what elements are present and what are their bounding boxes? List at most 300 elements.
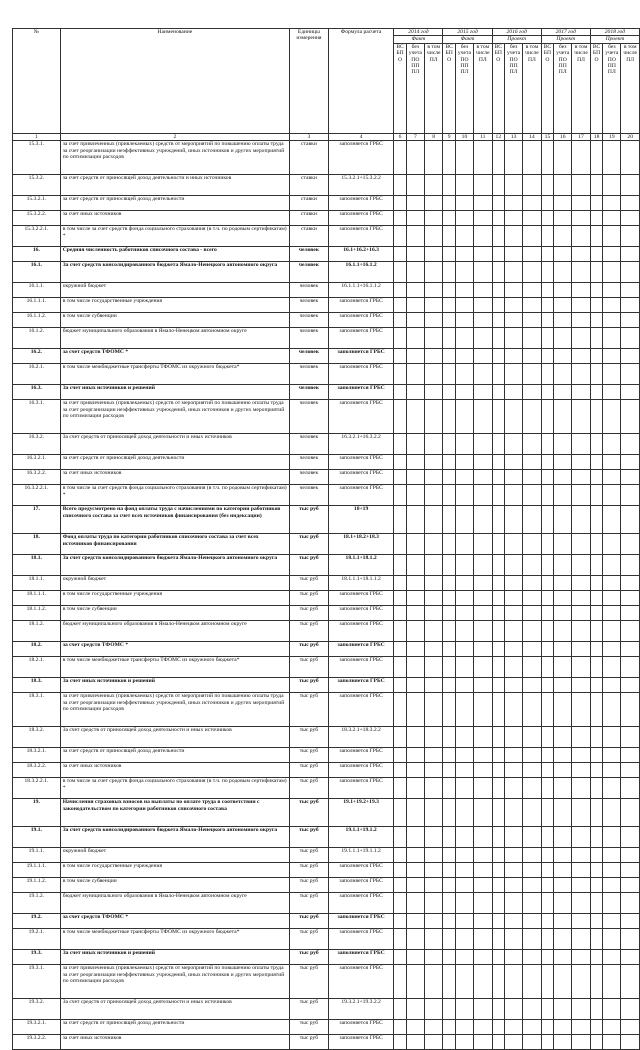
empty-value-cell [590,965,602,999]
empty-value-cell [523,470,542,485]
empty-value-cell [424,863,443,878]
empty-value-cell [443,929,455,950]
row-name: за счет средств от приносящей доход деятельности [60,1020,289,1035]
empty-value-cell [523,799,542,827]
empty-value-cell [424,283,443,298]
empty-value-cell [505,965,523,999]
row-formula: 19.1+19.2+19.3 [328,799,393,827]
row-name: за счет средств от приносящей доход деятельности [60,196,289,211]
empty-value-cell [406,863,424,878]
empty-value-cell [505,657,523,678]
table-row [13,827,640,848]
empty-value-cell [424,748,443,763]
row-unit: тыс руб [289,621,328,642]
empty-value-cell [492,349,504,364]
row-formula: заполняется ГРБС [328,863,393,878]
empty-value-cell [406,175,424,196]
empty-value-cell [394,196,406,211]
row-name: За счет средств консолидированного бюджета Ямало-Ненецкого автономного округа [60,827,289,848]
group-header-2017: Проект [541,36,590,43]
empty-value-cell [492,606,504,621]
row-number: 16.3.1. [13,400,61,434]
empty-value-cell [590,555,602,576]
empty-value-cell [572,455,591,470]
empty-value-cell [523,506,542,534]
table-row [13,1035,640,1050]
empty-value-cell [541,262,553,283]
empty-value-cell [621,727,640,748]
empty-value-cell [603,621,621,642]
empty-value-cell [554,328,572,349]
empty-value-cell [424,642,443,657]
empty-value-cell [541,385,553,400]
row-number: 19.1.2. [13,893,61,914]
empty-value-cell [455,827,473,848]
empty-value-cell [424,349,443,364]
row-unit: тыс руб [289,1035,328,1050]
row-formula: заполняется ГРБС [328,349,393,364]
row-unit: тыс руб [289,506,328,534]
empty-value-cell [455,591,473,606]
row-name: в том числе межбюджетные трансферты ТФОМС из окружного бюджета* [60,364,289,385]
empty-value-cell [443,950,455,965]
empty-value-cell [455,1020,473,1035]
empty-value-cell [394,827,406,848]
empty-value-cell [492,576,504,591]
empty-value-cell [424,778,443,799]
empty-value-cell [424,506,443,534]
empty-value-cell [406,914,424,929]
row-unit: человек [289,262,328,283]
row-name: в том числе государственные учреждения [60,863,289,878]
empty-value-cell [505,621,523,642]
empty-value-cell [590,576,602,591]
empty-value-cell [621,349,640,364]
table-row [13,211,640,226]
row-unit: человек [289,485,328,506]
empty-value-cell [523,328,542,349]
row-number: 19.3.1. [13,965,61,999]
empty-value-cell [554,506,572,534]
empty-value-cell [492,313,504,328]
empty-value-cell [554,591,572,606]
row-unit: тыс руб [289,929,328,950]
empty-value-cell [443,748,455,763]
empty-value-cell [541,576,553,591]
empty-value-cell [443,621,455,642]
row-unit: тыс руб [289,534,328,555]
table-row [13,848,640,863]
empty-value-cell [443,313,455,328]
empty-value-cell [424,591,443,606]
empty-value-cell [443,455,455,470]
empty-value-cell [590,914,602,929]
row-number: 19.3.2.1. [13,1020,61,1035]
column-number: 2 [60,133,289,140]
empty-value-cell [424,400,443,434]
empty-value-cell [505,485,523,506]
empty-value-cell [394,470,406,485]
table-row [13,175,640,196]
empty-value-cell [406,999,424,1020]
row-name: За счет иных источников и решений [60,385,289,400]
empty-value-cell [406,606,424,621]
empty-value-cell [492,298,504,313]
empty-value-cell [541,914,553,929]
row-name: в том числе субвенции [60,878,289,893]
empty-value-cell [492,748,504,763]
empty-value-cell [590,606,602,621]
empty-value-cell [572,211,591,226]
empty-value-cell [424,893,443,914]
empty-value-cell [424,727,443,748]
empty-value-cell [443,727,455,748]
empty-value-cell [590,196,602,211]
empty-value-cell [474,727,493,748]
empty-value-cell [621,283,640,298]
row-formula: заполняется ГРБС [328,878,393,893]
empty-value-cell [455,283,473,298]
empty-value-cell [505,211,523,226]
empty-value-cell [474,827,493,848]
empty-value-cell [474,950,493,965]
empty-value-cell [554,555,572,576]
empty-value-cell [590,657,602,678]
empty-value-cell [603,1035,621,1050]
row-name: бюджет муниципального образования в Ямало-Ненецком автономном округе [60,621,289,642]
empty-value-cell [406,485,424,506]
empty-value-cell [603,247,621,262]
empty-value-cell [505,893,523,914]
empty-value-cell [455,657,473,678]
empty-value-cell [541,863,553,878]
empty-value-cell [541,778,553,799]
empty-value-cell [541,693,553,727]
empty-value-cell [572,591,591,606]
empty-value-cell [523,950,542,965]
empty-value-cell [443,175,455,196]
empty-value-cell [621,576,640,591]
empty-value-cell [394,914,406,929]
empty-value-cell [394,364,406,385]
table-row [13,485,640,506]
empty-value-cell [406,470,424,485]
empty-value-cell [443,485,455,506]
empty-value-cell [424,606,443,621]
year-header-2015: 2015 год [443,29,492,36]
row-unit: тыс руб [289,763,328,778]
row-unit: ставки [289,175,328,196]
empty-value-cell [424,328,443,349]
empty-value-cell [394,657,406,678]
column-number: 12 [492,133,504,140]
row-unit: человек [289,283,328,298]
empty-value-cell [541,621,553,642]
empty-value-cell [474,748,493,763]
row-name: за счет средств ТФОМС * [60,349,289,364]
empty-value-cell [590,385,602,400]
empty-value-cell [492,211,504,226]
empty-value-cell [455,349,473,364]
row-name: за счет привлеченных (привлекаемых) средств от мероприятий по повышению оплаты труда за счет реорганизации неэффективных учреждений, иных источников и других мероприятий по оптимизации расходов [60,693,289,727]
empty-value-cell [554,863,572,878]
row-formula: 18.1+18.2+18.3 [328,534,393,555]
empty-value-cell [621,863,640,878]
empty-value-cell [474,283,493,298]
empty-value-cell [554,748,572,763]
empty-value-cell [443,678,455,693]
empty-value-cell [455,727,473,748]
empty-value-cell [621,748,640,763]
row-name: в том числе государственные учреждения [60,298,289,313]
empty-value-cell [455,298,473,313]
row-unit: тыс руб [289,678,328,693]
empty-value-cell [443,999,455,1020]
empty-value-cell [523,141,542,175]
subheader-cell: без учета ПО ПП ПЛ [455,43,473,133]
empty-value-cell [505,678,523,693]
row-formula: заполняется ГРБС [328,693,393,727]
empty-value-cell [394,606,406,621]
row-unit: человек [289,385,328,400]
empty-value-cell [590,328,602,349]
row-unit: тыс руб [289,657,328,678]
empty-value-cell [572,965,591,999]
empty-value-cell [455,748,473,763]
empty-value-cell [492,485,504,506]
table-row [13,914,640,929]
empty-value-cell [572,878,591,893]
row-formula: заполняется ГРБС [328,893,393,914]
empty-value-cell [590,298,602,313]
table-row [13,878,640,893]
empty-value-cell [443,606,455,621]
empty-value-cell [541,606,553,621]
empty-value-cell [523,748,542,763]
empty-value-cell [554,1020,572,1035]
empty-value-cell [554,283,572,298]
empty-value-cell [590,485,602,506]
row-name: за счет средств от приносящей доход деятельности [60,748,289,763]
row-unit: тыс руб [289,748,328,763]
empty-value-cell [424,313,443,328]
empty-value-cell [443,799,455,827]
empty-value-cell [603,262,621,283]
empty-value-cell [394,799,406,827]
empty-value-cell [455,175,473,196]
group-header-2018: Проект [590,36,639,43]
row-number: 15.3.2.1. [13,196,61,211]
empty-value-cell [603,211,621,226]
empty-value-cell [590,1020,602,1035]
row-number: 18.3.1. [13,693,61,727]
empty-value-cell [394,400,406,434]
empty-value-cell [621,1035,640,1050]
column-number: 7 [406,133,424,140]
row-unit: тыс руб [289,778,328,799]
row-number: 19.2.1. [13,929,61,950]
empty-value-cell [474,657,493,678]
empty-value-cell [474,929,493,950]
empty-value-cell [443,349,455,364]
empty-value-cell [590,929,602,950]
empty-value-cell [621,313,640,328]
empty-value-cell [424,657,443,678]
empty-value-cell [492,262,504,283]
empty-value-cell [443,226,455,247]
empty-value-cell [455,434,473,455]
column-number: 10 [455,133,473,140]
empty-value-cell [523,1020,542,1035]
empty-value-cell [572,606,591,621]
empty-value-cell [474,226,493,247]
empty-value-cell [474,470,493,485]
row-unit: тыс руб [289,606,328,621]
empty-value-cell [394,455,406,470]
empty-value-cell [394,226,406,247]
row-name: за счет иных источников [60,470,289,485]
empty-value-cell [523,196,542,211]
row-name: в том числе государственные учреждения [60,591,289,606]
empty-value-cell [455,400,473,434]
empty-value-cell [424,364,443,385]
empty-value-cell [474,606,493,621]
empty-value-cell [394,763,406,778]
empty-value-cell [603,385,621,400]
empty-value-cell [541,1020,553,1035]
empty-value-cell [541,748,553,763]
table-row [13,591,640,606]
empty-value-cell [474,893,493,914]
empty-value-cell [394,211,406,226]
row-name: окружной бюджет [60,848,289,863]
row-name: За счет средств консолидированного бюджета Ямало-Ненецкого автономного округа [60,555,289,576]
empty-value-cell [523,1035,542,1050]
empty-value-cell [492,878,504,893]
empty-value-cell [590,506,602,534]
subheader-cell: без учета ПО ПП ПЛ [603,43,621,133]
empty-value-cell [406,555,424,576]
empty-value-cell [455,642,473,657]
row-formula: заполняется ГРБС [328,141,393,175]
row-formula: 16.1.1.1+16.1.1.2 [328,283,393,298]
empty-value-cell [621,965,640,999]
row-number: 18.3. [13,678,61,693]
empty-value-cell [492,175,504,196]
empty-value-cell [541,283,553,298]
header-name: Наименование [60,29,289,134]
empty-value-cell [406,965,424,999]
row-name: в том числе межбюджетные трансферты ТФОМС из окружного бюджета* [60,657,289,678]
empty-value-cell [621,848,640,863]
row-name: за счет средств от приносящей доход деятельности [60,455,289,470]
empty-value-cell [505,950,523,965]
row-number: 16.1.2. [13,328,61,349]
empty-value-cell [603,1020,621,1035]
empty-value-cell [406,262,424,283]
empty-value-cell [505,1020,523,1035]
empty-value-cell [572,534,591,555]
empty-value-cell [455,534,473,555]
empty-value-cell [523,678,542,693]
empty-value-cell [394,349,406,364]
empty-value-cell [603,642,621,657]
empty-value-cell [572,385,591,400]
empty-value-cell [474,591,493,606]
empty-value-cell [621,555,640,576]
row-number: 19.2. [13,914,61,929]
table-row [13,606,640,621]
empty-value-cell [424,965,443,999]
empty-value-cell [492,247,504,262]
empty-value-cell [505,470,523,485]
empty-value-cell [590,893,602,914]
empty-value-cell [424,848,443,863]
empty-value-cell [474,848,493,863]
empty-value-cell [455,950,473,965]
empty-value-cell [590,778,602,799]
empty-value-cell [572,313,591,328]
row-number: 16.3.2.1. [13,455,61,470]
column-number: 4 [328,133,393,140]
table-row [13,506,640,534]
empty-value-cell [572,247,591,262]
empty-value-cell [474,914,493,929]
empty-value-cell [523,965,542,999]
row-unit: тыс руб [289,965,328,999]
table-row [13,929,640,950]
row-unit: человек [289,313,328,328]
row-name: окружной бюджет [60,576,289,591]
empty-value-cell [505,349,523,364]
empty-value-cell [406,385,424,400]
row-number: 16.3.2.2. [13,470,61,485]
empty-value-cell [492,534,504,555]
empty-value-cell [455,385,473,400]
empty-value-cell [554,763,572,778]
empty-value-cell [554,400,572,434]
empty-value-cell [394,1020,406,1035]
table-row [13,748,640,763]
empty-value-cell [443,400,455,434]
table-row [13,470,640,485]
empty-value-cell [603,778,621,799]
empty-value-cell [554,385,572,400]
empty-value-cell [541,657,553,678]
empty-value-cell [492,621,504,642]
table-row [13,693,640,727]
row-number: 15.3.1. [13,141,61,175]
empty-value-cell [523,349,542,364]
empty-value-cell [406,328,424,349]
empty-value-cell [554,778,572,799]
empty-value-cell [554,226,572,247]
empty-value-cell [406,950,424,965]
empty-value-cell [554,434,572,455]
row-unit: человек [289,247,328,262]
empty-value-cell [505,827,523,848]
row-unit: человек [289,298,328,313]
empty-value-cell [492,283,504,298]
empty-value-cell [406,349,424,364]
empty-value-cell [406,141,424,175]
table-header [13,29,640,141]
empty-value-cell [554,1035,572,1050]
row-name: Фонд оплаты труда по категории работников списочного состава за счет всех источников финансирования [60,534,289,555]
row-formula: заполняется ГРБС [328,1035,393,1050]
empty-value-cell [621,763,640,778]
column-number: 19 [603,133,621,140]
